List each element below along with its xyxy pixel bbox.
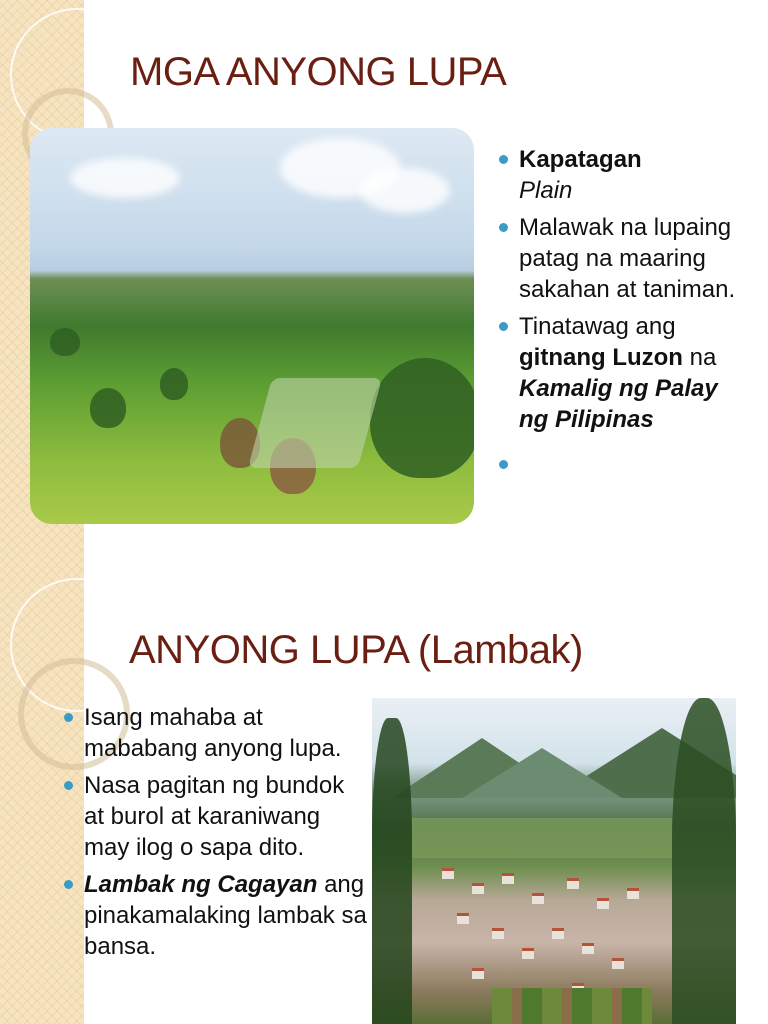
bullet-bold-italic-text: Kamalig ng Palay ng Pilipinas <box>519 375 718 433</box>
slide-title: ANYONG LUPA (Lambak) <box>129 628 583 672</box>
bullet-text: Tinatawag ang <box>519 313 676 340</box>
list-item-empty <box>498 449 748 480</box>
bullet-list <box>498 144 748 486</box>
bullet-bold-text: gitnang Luzon <box>519 344 683 371</box>
bullet-text: Nasa pagitan ng bundok at burol at karaniwang may ilog o sapa dito. <box>84 772 345 861</box>
term-kapatagan: Kapatagan <box>519 146 642 173</box>
bullet-list <box>63 702 368 968</box>
list-item <box>498 212 748 305</box>
term-translation: Plain <box>519 177 573 204</box>
bullet-bold-italic-text: Lambak ng Cagayan <box>84 871 318 898</box>
slide-title: MGA ANYONG LUPA <box>130 50 507 94</box>
valley-town-photo <box>372 698 736 1024</box>
definition-text: Malawak na lupaing patag na maaring sakahan at taniman. <box>519 214 736 303</box>
plain-landscape-photo <box>30 128 474 524</box>
list-item <box>63 770 368 863</box>
slide-lambak <box>0 578 768 1024</box>
list-item <box>498 144 748 206</box>
bullet-text: na <box>689 344 717 371</box>
list-item <box>63 869 368 962</box>
list-item <box>498 311 748 435</box>
list-item <box>63 702 368 764</box>
bullet-text: Isang mahaba at mababang anyong lupa. <box>84 704 342 762</box>
bullet-text: ang pinakamalaking lambak sa bansa. <box>84 871 367 960</box>
